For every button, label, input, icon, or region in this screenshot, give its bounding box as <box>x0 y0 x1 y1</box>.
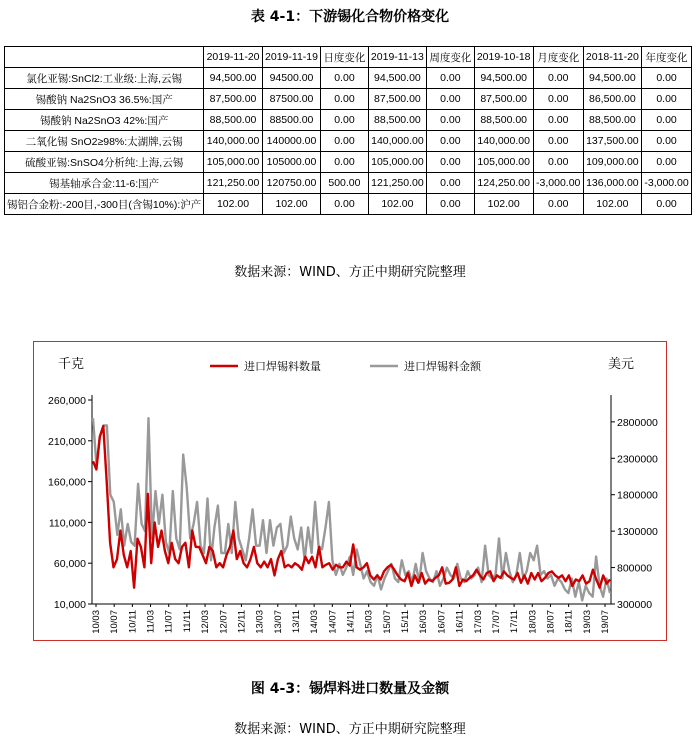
table-cell: 87500.00 <box>262 89 320 110</box>
x-tick-label: 14/07 <box>327 610 339 634</box>
left-tick-label: 210,000 <box>48 435 86 448</box>
x-tick-label: 17/11 <box>509 610 521 634</box>
x-tick-label: 11/11 <box>181 610 193 633</box>
table-cell: 0.00 <box>427 131 474 152</box>
table-cell: 0.00 <box>642 152 692 173</box>
x-tick-label: 16/03 <box>418 610 430 634</box>
table-cell: 86,500.00 <box>583 89 641 110</box>
table-cell: 0.00 <box>321 110 368 131</box>
table-cell: 0.00 <box>642 194 692 215</box>
x-tick-label: 19/03 <box>581 610 593 634</box>
row-label: 氯化亚锡:SnCl2:工业级:上海,云锡 <box>5 68 204 89</box>
x-tick-label: 13/11 <box>290 610 302 634</box>
table-cell: 102.00 <box>262 194 320 215</box>
table-cell: 0.00 <box>427 152 474 173</box>
table-cell: 0.00 <box>533 68 583 89</box>
table-cell: 0.00 <box>427 173 474 194</box>
table-cell: 105000.00 <box>262 152 320 173</box>
x-tick-label: 18/03 <box>527 610 539 634</box>
x-tick-label: 10/11 <box>127 610 139 634</box>
table-cell: 105,000.00 <box>368 152 426 173</box>
table-cell: 140,000.00 <box>368 131 426 152</box>
table-row <box>5 194 692 215</box>
table-cell: 94,500.00 <box>368 68 426 89</box>
table-cell: 88,500.00 <box>368 110 426 131</box>
table-cell: 94,500.00 <box>583 68 641 89</box>
right-tick-label: 800000 <box>617 562 653 575</box>
source-note: 数据来源：WIND、方正中期研究院整理 <box>234 265 466 280</box>
table-cell: 0.00 <box>642 89 692 110</box>
row-label: 锡酸钠 Na2SnO3 36.5%:国产 <box>5 89 204 110</box>
table-header-row <box>5 47 692 68</box>
right-tick-label: 1800000 <box>617 489 658 502</box>
figure-title: 图 4-3：锡焊料进口数量及金额 <box>250 681 450 697</box>
legend-label: 进口焊锡料数量 <box>244 361 321 373</box>
right-tick-label: 300000 <box>617 599 653 611</box>
column-header: 2019-11-20 <box>204 47 262 68</box>
table-cell: 0.00 <box>533 110 583 131</box>
table-cell: 105,000.00 <box>204 152 262 173</box>
x-tick-label: 13/03 <box>254 610 266 634</box>
table-cell: 94,500.00 <box>204 68 262 89</box>
table-cell: 0.00 <box>321 194 368 215</box>
column-header: 月度变化 <box>533 47 583 68</box>
x-tick-label: 10/03 <box>91 610 102 634</box>
row-label: 二氧化锡 SnO2≥98%:太湖牌,云锡 <box>5 131 204 152</box>
table-row <box>5 131 692 152</box>
table-row <box>5 68 692 89</box>
right-axis-unit: 美元 <box>608 356 635 371</box>
table-cell: 102.00 <box>204 194 262 215</box>
x-tick-label: 17/07 <box>490 610 502 634</box>
table-cell: 500.00 <box>321 173 368 194</box>
row-label: 锡铝合金粉:-200目,-300目(含锡10%):沪产 <box>5 194 204 215</box>
table-cell: 102.00 <box>583 194 641 215</box>
table-cell: 87,500.00 <box>204 89 262 110</box>
table-cell: 87,500.00 <box>368 89 426 110</box>
table-cell: 0.00 <box>427 110 474 131</box>
x-tick-label: 16/11 <box>454 610 466 634</box>
left-tick-label: 260,000 <box>48 395 86 407</box>
table-cell: 105,000.00 <box>474 152 533 173</box>
column-header: 年度变化 <box>642 47 692 68</box>
table-cell: 121,250.00 <box>368 173 426 194</box>
x-tick-label: 15/03 <box>363 610 375 634</box>
table-cell: 94500.00 <box>262 68 320 89</box>
x-tick-label: 14/03 <box>309 610 321 634</box>
table-cell: 102.00 <box>474 194 533 215</box>
table-cell: 88,500.00 <box>204 110 262 131</box>
x-tick-label: 15/11 <box>400 610 412 634</box>
price-table <box>4 46 692 215</box>
table-row <box>5 173 692 194</box>
table-cell: 0.00 <box>642 131 692 152</box>
x-tick-label: 11/07 <box>163 610 175 634</box>
table-cell: 0.00 <box>533 194 583 215</box>
right-tick-label: 1300000 <box>617 526 658 539</box>
column-header: 2019-11-19 <box>262 47 320 68</box>
table-cell: 120750.00 <box>262 173 320 194</box>
table-cell: 88,500.00 <box>583 110 641 131</box>
table-cell: 136,000.00 <box>583 173 641 194</box>
column-header: 2019-10-18 <box>474 47 533 68</box>
x-tick-label: 18/07 <box>545 610 557 634</box>
table-cell: 94,500.00 <box>474 68 533 89</box>
table-cell: -3,000.00 <box>533 173 583 194</box>
table-cell: 140,000.00 <box>474 131 533 152</box>
left-tick-label: 60,000 <box>53 558 86 571</box>
x-tick-label: 14/11 <box>345 610 357 634</box>
chart-frame <box>33 341 667 641</box>
table-cell: 0.00 <box>321 89 368 110</box>
table-cell: 0.00 <box>642 110 692 131</box>
table-cell: 0.00 <box>321 131 368 152</box>
column-header: 2019-11-13 <box>368 47 426 68</box>
table-cell: 0.00 <box>533 131 583 152</box>
chart-svg <box>34 342 666 640</box>
legend-label: 进口焊锡料金额 <box>404 361 481 373</box>
table-cell: 0.00 <box>321 152 368 173</box>
column-header: 日度变化 <box>321 47 368 68</box>
source-note-2: 数据来源：WIND、方正中期研究院整理 <box>234 722 466 737</box>
right-tick-label: 2800000 <box>617 416 658 429</box>
table-cell: -3,000.00 <box>642 173 692 194</box>
table-cell: 137,500.00 <box>583 131 641 152</box>
table-cell: 0.00 <box>533 152 583 173</box>
table-row <box>5 152 692 173</box>
x-tick-label: 16/07 <box>436 610 448 634</box>
left-tick-label: 110,000 <box>48 517 86 530</box>
x-tick-label: 11/03 <box>145 610 157 634</box>
x-tick-label: 10/07 <box>109 610 121 634</box>
table-cell: 0.00 <box>427 68 474 89</box>
table-cell: 140000.00 <box>262 131 320 152</box>
table-cell: 0.00 <box>321 68 368 89</box>
row-label: 锡酸钠 Na2SnO3 42%:国产 <box>5 110 204 131</box>
left-tick-label: 160,000 <box>48 476 86 489</box>
row-label: 硫酸亚锡:SnSO4分析纯:上海,云锡 <box>5 152 204 173</box>
x-tick-label: 12/07 <box>218 610 230 634</box>
x-tick-label: 15/07 <box>381 610 393 634</box>
table-row <box>5 89 692 110</box>
table-title: 表 4-1：下游锡化合物价格变化 <box>250 9 450 25</box>
table-cell: 102.00 <box>368 194 426 215</box>
x-tick-label: 12/03 <box>200 610 212 634</box>
table-cell: 88,500.00 <box>474 110 533 131</box>
table-cell: 121,250.00 <box>204 173 262 194</box>
table-cell: 0.00 <box>642 68 692 89</box>
table-cell: 0.00 <box>427 89 474 110</box>
column-header <box>5 47 204 68</box>
column-header: 周度变化 <box>427 47 474 68</box>
table-cell: 140,000.00 <box>204 131 262 152</box>
table-cell: 0.00 <box>427 194 474 215</box>
left-tick-label: 10,000 <box>53 599 86 611</box>
x-tick-label: 13/07 <box>272 610 284 634</box>
right-tick-label: 2300000 <box>617 453 658 466</box>
table-cell: 0.00 <box>533 89 583 110</box>
table-cell: 124,250.00 <box>474 173 533 194</box>
x-tick-label: 12/11 <box>236 610 248 634</box>
table-row <box>5 110 692 131</box>
left-axis-unit: 千克 <box>58 356 85 371</box>
table-cell: 109,000.00 <box>583 152 641 173</box>
x-tick-label: 19/07 <box>600 610 611 634</box>
x-tick-label: 17/03 <box>472 610 484 634</box>
table-cell: 88500.00 <box>262 110 320 131</box>
table-cell: 87,500.00 <box>474 89 533 110</box>
column-header: 2018-11-20 <box>583 47 641 68</box>
row-label: 锡基轴承合金:11-6:国产 <box>5 173 204 194</box>
x-tick-label: 18/11 <box>563 610 575 634</box>
table-body <box>5 68 692 215</box>
